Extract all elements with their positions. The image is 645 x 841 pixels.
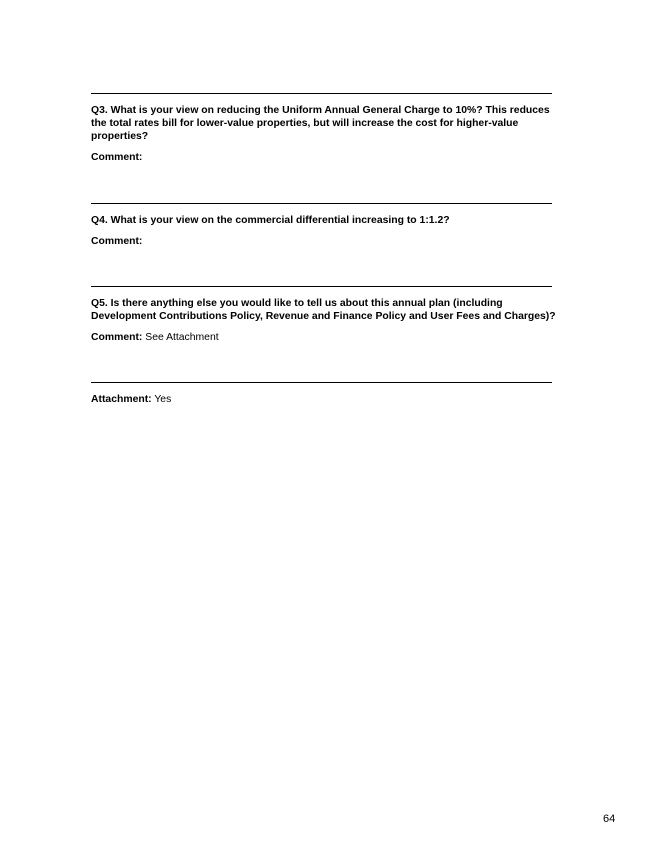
comment-field — [91, 151, 142, 164]
question-text: Q4. What is your view on the commercial differential increasing to 1:1.2? — [91, 215, 450, 226]
comment-field — [91, 331, 219, 344]
section-divider — [91, 203, 552, 204]
section-divider — [91, 382, 552, 383]
comment-value: See Attachment — [145, 332, 219, 343]
attachment-field — [91, 393, 171, 406]
comment-label: Comment: — [91, 152, 143, 163]
attachment-label: Attachment: — [91, 394, 152, 405]
comment-field — [91, 235, 142, 248]
question-text: Q3. What is your view on reducing the Uniform Annual General Charge to 10%? This reduces the total rates bill for lower-value properties, but will increase the cost for higher-value properties? — [91, 105, 550, 142]
question-5 — [91, 297, 556, 323]
comment-label: Comment: — [91, 332, 143, 343]
section-divider — [91, 286, 552, 287]
page-number: 64 — [603, 813, 616, 825]
question-text: Q5. Is there anything else you would like to tell us about this annual plan (including Development Contributions Policy, Revenue and Finance Policy and User Fees and Charges)? — [91, 298, 556, 322]
comment-label: Comment: — [91, 236, 143, 247]
question-4 — [91, 214, 556, 227]
section-divider — [91, 93, 552, 94]
attachment-value: Yes — [154, 394, 172, 405]
question-3 — [91, 104, 556, 143]
